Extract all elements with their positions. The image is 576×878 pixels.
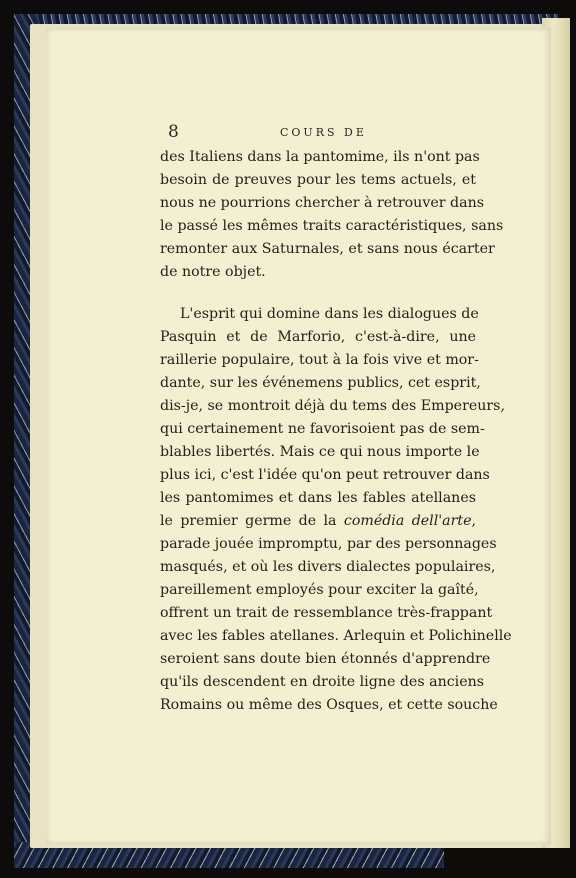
text-line: qu'ils descendent en droite ligne des anciens [160,674,485,690]
italic-phrase: comédia dell'arte [343,513,472,529]
text-line: les pantomimes et dans les fables atellanes [160,490,476,506]
text-fragment: le premier germe de la [160,513,337,529]
text-line: avec les fables atellanes. Arlequin et Polichinelle [160,628,512,644]
text-line: le passé les mêmes traits caractéristiques, sans [160,218,504,234]
page-header [168,122,508,144]
text-line: dis-je, se montroit déjà du tems des Empereurs, [160,398,505,414]
text-line: Romains ou même des Osques, et cette souche [160,697,498,713]
text-line: qui certainement ne favorisoient pas de sem- [160,421,485,437]
text-line: blables libertés. Mais ce qui nous importe le [160,444,480,460]
text-line: nous ne pourrions chercher à retrouver dans [160,195,484,211]
page-number: 8 [168,122,179,142]
text-line: de notre objet. [160,264,266,280]
text-line: seroient sans doute bien étonnés d'apprendre [160,651,491,667]
text-line: plus ici, c'est l'idée qu'on peut retrouver dans [160,467,490,483]
text-line: parade jouée impromptu, par des personnages [160,536,497,552]
text-line: besoin de preuves pour les tems actuels, et [160,172,476,188]
text-line: des Italiens dans la pantomime, ils n'ont pas [160,149,480,165]
text-line: L'esprit qui domine dans les dialogues de [180,306,479,322]
text-line: offrent un trait de ressemblance très-frappant [160,605,493,621]
text-line: masqués, et où les divers dialectes populaires, [160,559,496,575]
body-text [160,146,512,717]
running-title: COURS DE [280,126,367,139]
text-line-with-italic [160,510,476,533]
text-line: Pasquin et de Marforio, c'est-à-dire, une [160,329,476,345]
paragraph-gap [160,284,476,303]
text-line: remonter aux Saturnales, et sans nous écarter [160,241,495,257]
text-line: dante, sur les événemens publics, cet esprit, [160,375,481,391]
text-line: raillerie populaire, tout à la fois vive et mor- [160,352,479,368]
text-fragment: , [471,513,476,529]
text-line: pareillement employés pour exciter la gaîté, [160,582,479,598]
